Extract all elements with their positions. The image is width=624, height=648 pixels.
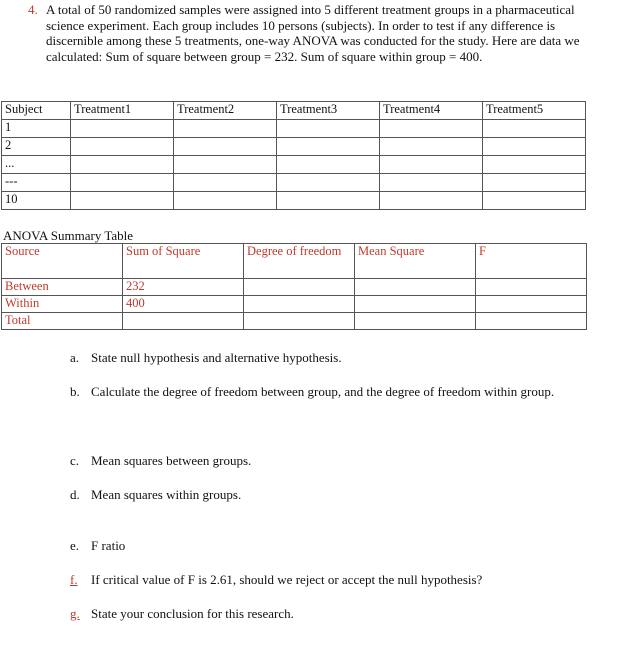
data-cell[interactable] — [71, 192, 174, 210]
df-cell[interactable] — [244, 279, 355, 296]
subject-cell: 10 — [2, 192, 71, 210]
anova-summary-table — [1, 243, 587, 330]
data-cell[interactable] — [277, 192, 380, 210]
data-cell[interactable] — [277, 120, 380, 138]
data-cell[interactable] — [174, 156, 277, 174]
data-cell[interactable] — [71, 174, 174, 192]
header-cell-mean-square: Mean Square — [355, 244, 476, 279]
anova-row-within — [2, 296, 587, 313]
source-cell: Between — [2, 279, 123, 296]
header-cell-source: Source — [2, 244, 123, 279]
item-text: State your conclusion for this research. — [91, 606, 294, 621]
subject-cell: --- — [2, 174, 71, 192]
header-cell: Treatment3 — [277, 102, 380, 120]
data-cell[interactable] — [483, 174, 586, 192]
data-cell[interactable] — [277, 174, 380, 192]
item-label: b. — [70, 384, 80, 399]
table-row — [2, 120, 586, 138]
data-cell[interactable] — [380, 192, 483, 210]
header-cell-f: F — [476, 244, 587, 279]
item-label: f. — [70, 572, 78, 587]
source-cell: Total — [2, 313, 123, 330]
ss-cell: 232 — [123, 279, 244, 296]
data-cell[interactable] — [277, 138, 380, 156]
data-cell[interactable] — [174, 192, 277, 210]
item-text: Calculate the degree of freedom between group, and the degree of freedom within group. — [91, 384, 555, 399]
table-header-row — [2, 102, 586, 120]
ms-cell[interactable] — [355, 296, 476, 313]
f-cell[interactable] — [476, 296, 587, 313]
data-cell[interactable] — [380, 138, 483, 156]
header-cell-sum-of-square: Sum of Square — [123, 244, 244, 279]
header-cell: Treatment2 — [174, 102, 277, 120]
table-row — [2, 174, 586, 192]
f-cell[interactable] — [476, 313, 587, 330]
subject-cell: ... — [2, 156, 71, 174]
item-label: g. — [70, 606, 80, 621]
data-cell[interactable] — [380, 120, 483, 138]
item-label: d. — [70, 487, 80, 502]
anova-table-title: ANOVA Summary Table — [3, 228, 134, 243]
header-cell: Treatment1 — [71, 102, 174, 120]
data-cell[interactable] — [71, 120, 174, 138]
header-cell-degree-of-freedom: Degree of freedom — [244, 244, 355, 279]
data-cell[interactable] — [174, 120, 277, 138]
ms-cell[interactable] — [355, 313, 476, 330]
df-cell[interactable] — [244, 296, 355, 313]
item-text: State null hypothesis and alternative hypothesis. — [91, 350, 342, 365]
item-label: e. — [70, 538, 80, 553]
data-cell[interactable] — [71, 138, 174, 156]
f-cell[interactable] — [476, 279, 587, 296]
data-cell[interactable] — [483, 138, 586, 156]
ss-cell: 400 — [123, 296, 244, 313]
subject-treatment-table — [1, 101, 586, 210]
table-row — [2, 138, 586, 156]
table-row — [2, 156, 586, 174]
data-cell[interactable] — [174, 138, 277, 156]
item-text: F ratio — [91, 538, 126, 553]
subject-cell: 2 — [2, 138, 71, 156]
data-cell[interactable] — [277, 156, 380, 174]
item-text: If critical value of F is 2.61, should we reject or accept the null hypothesis? — [91, 572, 483, 587]
question-text: A total of 50 randomized samples were assigned into 5 different treatment groups in a pharmaceutical science experiment. Each group includes 10 persons (subjects). In order to test if any difference is discernible among these 5 treatments, one-way ANOVA was conducted for the study. Here are data we calculated: Sum of square between group = 232. Sum of square within group = 400. — [46, 2, 580, 64]
item-label: a. — [70, 350, 80, 365]
subject-cell: 1 — [2, 120, 71, 138]
table-row — [2, 192, 586, 210]
data-cell[interactable] — [380, 174, 483, 192]
item-text: Mean squares within groups. — [91, 487, 242, 502]
data-cell[interactable] — [174, 174, 277, 192]
item-label: c. — [70, 453, 80, 468]
header-cell: Treatment5 — [483, 102, 586, 120]
source-cell: Within — [2, 296, 123, 313]
data-cell[interactable] — [483, 192, 586, 210]
ss-cell — [123, 313, 244, 330]
item-text: Mean squares between groups. — [91, 453, 252, 468]
anova-header-row — [2, 244, 587, 279]
header-cell: Subject — [2, 102, 71, 120]
ms-cell[interactable] — [355, 279, 476, 296]
df-cell[interactable] — [244, 313, 355, 330]
data-cell[interactable] — [71, 156, 174, 174]
anova-row-between — [2, 279, 587, 296]
data-cell[interactable] — [380, 156, 483, 174]
question-number: 4. — [28, 2, 38, 17]
header-cell: Treatment4 — [380, 102, 483, 120]
data-cell[interactable] — [483, 156, 586, 174]
anova-row-total — [2, 313, 587, 330]
data-cell[interactable] — [483, 120, 586, 138]
